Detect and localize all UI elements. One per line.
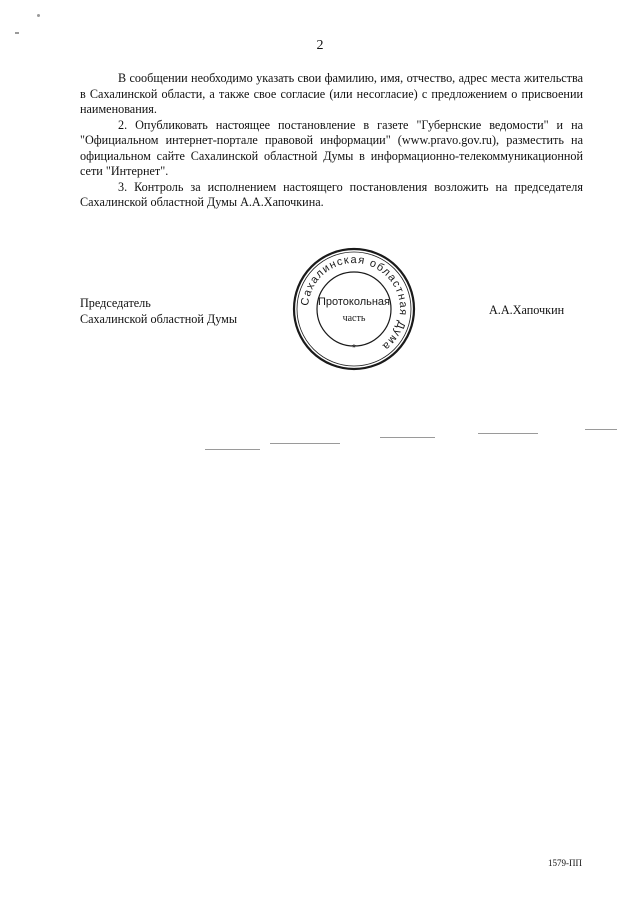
signatory-name: А.А.Хапочкин (489, 303, 565, 317)
scan-artifact-line (270, 443, 340, 444)
seal-star: * (352, 343, 356, 354)
scan-artifact-line (585, 429, 617, 430)
page-number: 2 (316, 38, 324, 53)
paragraph-control: 3. Контроль за исполнением настоящего постановления возложить на председателя Сахалинской областной Думы А.А.Хапочкина. (80, 179, 583, 209)
scan-artifact-mark (15, 32, 19, 34)
scan-artifact-line (205, 449, 260, 450)
document-body (80, 71, 583, 211)
paragraph-notification-requirements: В сообщении необходимо указать свои фамилию, имя, отчество, адрес места жительства в Сахалинской области, а также свое согласие (или несогласие) с предложением о присвоении наименования. (80, 71, 583, 116)
document-code: 1579-ПП (548, 858, 582, 868)
scan-artifact-line (478, 433, 538, 434)
official-seal (292, 247, 416, 371)
signatory-title (80, 296, 237, 327)
signatory-title-line2: Сахалинской областной Думы (80, 311, 238, 326)
seal-center-line2: часть (342, 313, 366, 324)
seal-ring-text: Сахалинская областная Дума (298, 253, 410, 353)
scan-artifact-mark (37, 14, 40, 17)
scan-artifact-line (380, 437, 435, 438)
paragraph-publication: 2. Опубликовать настоящее постановление в газете "Губернские ведомости" и на "Официальном интернет-портале правовой информации" (www.pravo.gov.ru), разместить на официальном сайте Сахалинской областной Думы в информационно-телекоммуникационной сети "Интернет". (80, 117, 583, 178)
seal-center-line1: Протокольная (317, 296, 391, 308)
signatory-title-line1: Председатель (80, 296, 151, 310)
